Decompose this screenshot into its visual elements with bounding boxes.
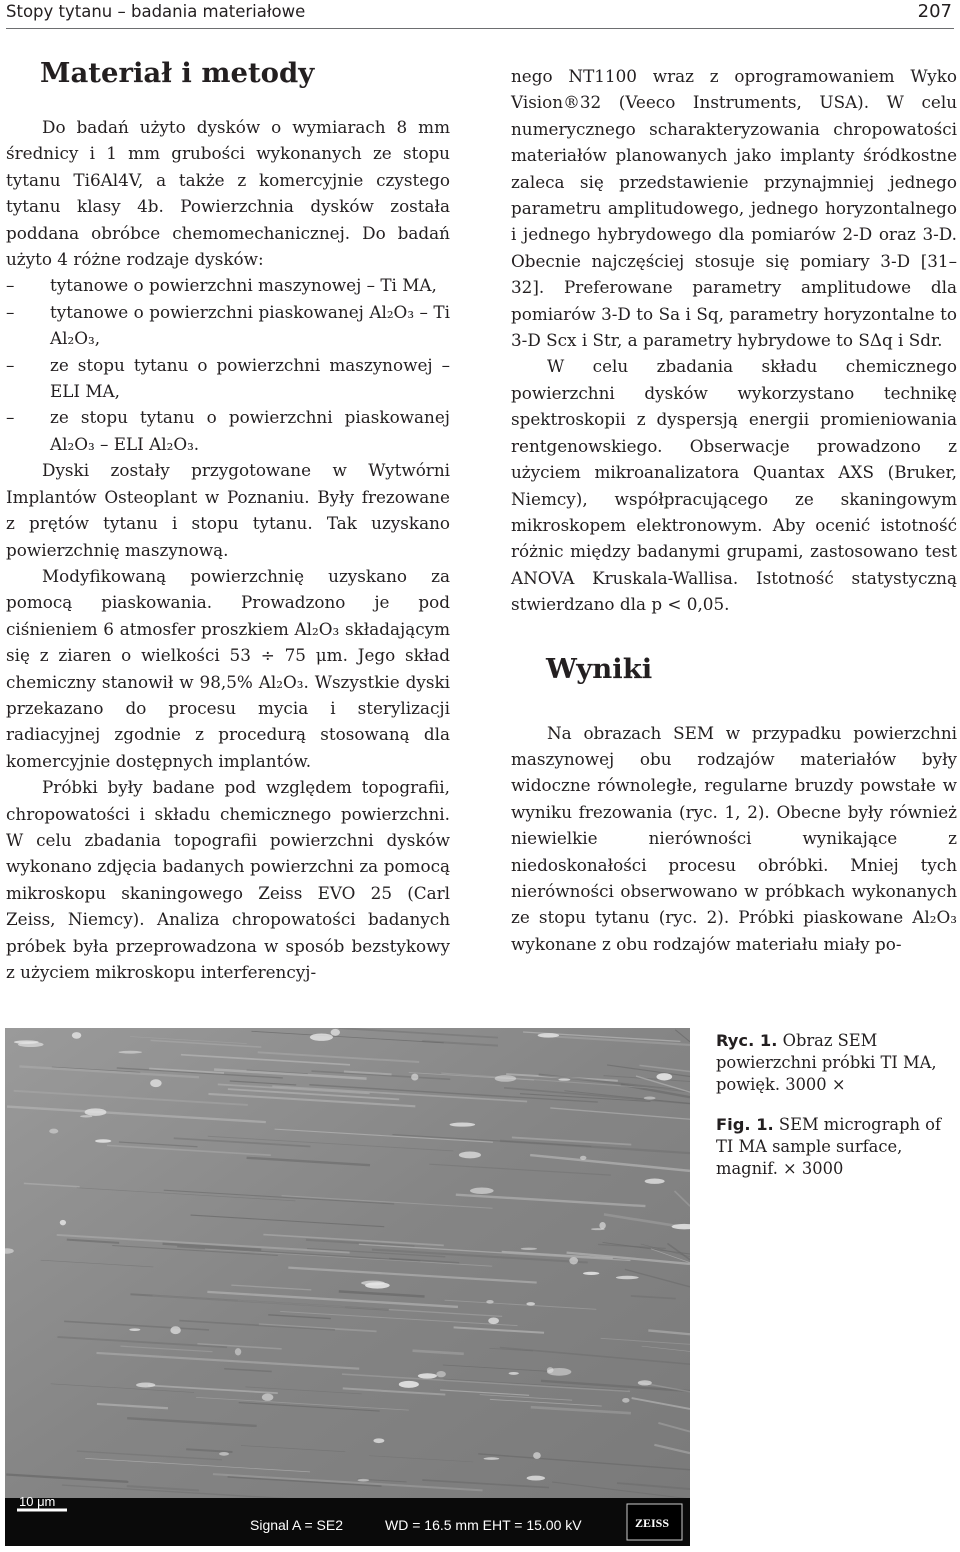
section-heading-results: Wyniki bbox=[546, 652, 653, 685]
surface-debris bbox=[569, 1257, 578, 1264]
surface-debris bbox=[488, 1317, 499, 1324]
surface-debris bbox=[538, 1033, 559, 1037]
paragraph: Modyfikowaną powierzchnię uzyskano za pomocą piaskowania. Prowadzono je pod ciśnieniem 6 atmosfer proszkiem Al₂O₃ składającym się z ziaren o wielkości 53 ÷ 75 μm. Jego skład chemiczny stanowił w 98,5% Al₂O₃. Wszystkie dyski przekazano do procesu mycia i sterylizacji radiacyjnej zgodnie z procedurą stosowaną dla komercyjnie dostępnych implantów. bbox=[6, 565, 450, 771]
paragraph: Dyski zostały przygotowane w Wytwórni Implantów Osteoplant w Poznaniu. Były frezowane z prętów tytanu i stopu tytanu. Tak uzyskano powierzchnię maszynową. bbox=[6, 460, 450, 560]
surface-debris bbox=[527, 1476, 545, 1481]
paragraph: nego NT1100 wraz z oprogramowaniem Wyko Vision®32 (Veeco Instruments, USA). W celu numerycznego scharakteryzowania chropowatości materiałów planowanych jako implanty śródkostne zaleca się przedstawienie przynajmniej jednego parametru amplitudowego, jednego horyzontalnego i jednego hybrydowego dla pomiarów 2-D oraz 3-D. Obecnie najczęściej stosuje się pomiary 3-D [31–32]. Preferowane parametry amplitudowe dla pomiarów 3-D to Sa i Sq, parametry horyzontalne to 3-D Scx i Str, a parametry hybrydowe to SΔq i Sdr. bbox=[511, 66, 957, 351]
surface-debris bbox=[644, 1097, 656, 1100]
surface-debris bbox=[470, 1188, 494, 1194]
surface-debris bbox=[18, 1042, 44, 1047]
list-item: – ze stopu tytanu o powierzchni maszynowej – ELI MA, bbox=[6, 352, 450, 405]
sem-micrograph bbox=[5, 1028, 690, 1546]
surface-debris bbox=[459, 1152, 481, 1159]
surface-debris bbox=[262, 1393, 273, 1400]
caption-pl-label: Ryc. 1. bbox=[716, 1031, 778, 1050]
surface-debris bbox=[558, 1078, 570, 1080]
surface-debris bbox=[547, 1367, 554, 1373]
list-item: – tytanowe o powierzchni piaskowanej Al₂O₃ – Ti Al₂O₃, bbox=[6, 299, 450, 352]
surface-debris bbox=[85, 1108, 107, 1116]
surface-debris bbox=[129, 1328, 140, 1331]
surface-debris bbox=[95, 1139, 111, 1143]
disc-type-list bbox=[6, 272, 450, 457]
list-item: – tytanowe o powierzchni maszynowej – Ti MA, bbox=[6, 272, 450, 298]
surface-debris bbox=[80, 1115, 92, 1117]
surface-debris bbox=[418, 1373, 437, 1378]
caption-pl bbox=[716, 1030, 954, 1096]
surface-debris bbox=[219, 1452, 229, 1456]
figure-caption bbox=[716, 1030, 954, 1198]
paragraph: W celu zbadania składu chemicznego powierzchni dysków wykorzystano technikę spektroskopii z dyspersją energii promieniowania rentgenowskiego. Obserwacje prowadzono z użyciem mikroanalizatora Quantax AXS (Bruker, Niemcy), współpracującego ze skaningowym mikroskopem elektronowym. Aby ocenić istotność różnic między badanymi grupami, zastosowano test ANOVA Kruskala-Wallisa. Istotność statystyczną stwierdzano dla p < 0,05. bbox=[511, 356, 957, 615]
right-column bbox=[511, 63, 957, 957]
surface-debris bbox=[399, 1381, 419, 1388]
surface-debris bbox=[638, 1380, 652, 1385]
scale-bar-label: 10 μm bbox=[19, 1494, 56, 1509]
surface-debris bbox=[580, 1156, 586, 1160]
surface-debris bbox=[526, 1302, 535, 1306]
caption-en bbox=[716, 1114, 954, 1180]
surface-debris bbox=[656, 1073, 672, 1080]
caption-en-text: SEM micrograph of TI MA sample surface, magnif. × 3000 bbox=[716, 1115, 941, 1178]
running-head bbox=[6, 0, 954, 29]
surface-debris bbox=[495, 1075, 516, 1082]
surface-debris bbox=[235, 1348, 241, 1355]
surface-debris bbox=[616, 1276, 639, 1280]
surface-debris bbox=[436, 1371, 445, 1377]
sem-image bbox=[5, 1028, 690, 1546]
surface-debris bbox=[357, 1479, 369, 1482]
surface-debris bbox=[583, 1272, 599, 1275]
surface-debris bbox=[60, 1220, 66, 1225]
surface-debris bbox=[521, 1248, 537, 1250]
section-heading-methods: Materiał i metody bbox=[40, 57, 315, 89]
surface-debris bbox=[591, 1228, 605, 1230]
surface-debris bbox=[533, 1452, 541, 1459]
signal-label: Signal A = SE2 bbox=[250, 1517, 344, 1533]
surface-debris bbox=[49, 1129, 58, 1134]
page-number: 207 bbox=[917, 1, 952, 22]
surface-debris bbox=[136, 1383, 155, 1388]
surface-debris bbox=[365, 1282, 390, 1288]
surface-debris bbox=[310, 1033, 333, 1040]
surface-debris bbox=[373, 1438, 384, 1443]
running-title: Stopy tytanu – badania materiałowe bbox=[6, 2, 306, 21]
surface-debris bbox=[170, 1326, 180, 1334]
surface-debris bbox=[411, 1074, 418, 1081]
surface-debris bbox=[509, 1372, 519, 1375]
surface-debris bbox=[486, 1300, 493, 1304]
surface-debris bbox=[645, 1179, 665, 1184]
surface-debris bbox=[450, 1122, 476, 1126]
paragraph: Do badań użyto dysków o wymiarach 8 mm średnicy i 1 mm grubości wykonanych ze stopu tytanu Ti6Al4V, a także z komercyjnie czystego tytanu klasy 4b. Powierzchnia dysków została poddana obróbce chemomechanicznej. Do badań użyto 4 różne rodzaje dysków: bbox=[6, 117, 450, 270]
surface-debris bbox=[150, 1079, 161, 1087]
paragraph: Próbki były badane pod względem topografii, chropowatości i składu chemicznego powierzchni. W celu zbadania topografii powierzchni dysków wykonano zdjęcia badanych powierzchni za pomocą mikroskopu skaningowego Zeiss EVO 25 (Carl Zeiss, Niemcy). Analiza chropowatości badanych próbek była przeprowadzona w sposób bezstykowy z użyciem mikroskopu interferencyj- bbox=[6, 777, 450, 982]
zeiss-logo-text: ZEISS bbox=[635, 1516, 670, 1530]
caption-en-label: Fig. 1. bbox=[716, 1115, 774, 1134]
left-column bbox=[6, 56, 450, 985]
surface-debris bbox=[484, 1457, 500, 1460]
list-item: – ze stopu tytanu o powierzchni piaskowanej Al₂O₃ – ELI Al₂O₃. bbox=[6, 404, 450, 457]
surface-debris bbox=[622, 1398, 629, 1403]
surface-debris bbox=[72, 1032, 81, 1039]
surface-debris bbox=[118, 1051, 142, 1054]
surface-debris bbox=[331, 1029, 340, 1036]
surface-debris bbox=[599, 1222, 605, 1229]
paragraph: Na obrazach SEM w przypadku powierzchni maszynowej obu rodzajów materiałów były widoczne równoległe, regularne bruzdy powstałe w wyniku frezowania (ryc. 1, 2). Obecne były również niewielkie nierówności wynikające z niedoskonałości procesu obróbki. Mniej tych nierówności obserwowano w próbkach wykonanych ze stopu tytanu (ryc. 2). Próbki piaskowane Al₂O₃ wykonane z obu rodzajów materiału miały po- bbox=[511, 722, 957, 954]
caption-pl-text: Obraz SEM powierzchni próbki TI MA, powięk. 3000 × bbox=[716, 1031, 937, 1094]
wd-eht-label: WD = 16.5 mm EHT = 15.00 kV bbox=[385, 1517, 582, 1533]
